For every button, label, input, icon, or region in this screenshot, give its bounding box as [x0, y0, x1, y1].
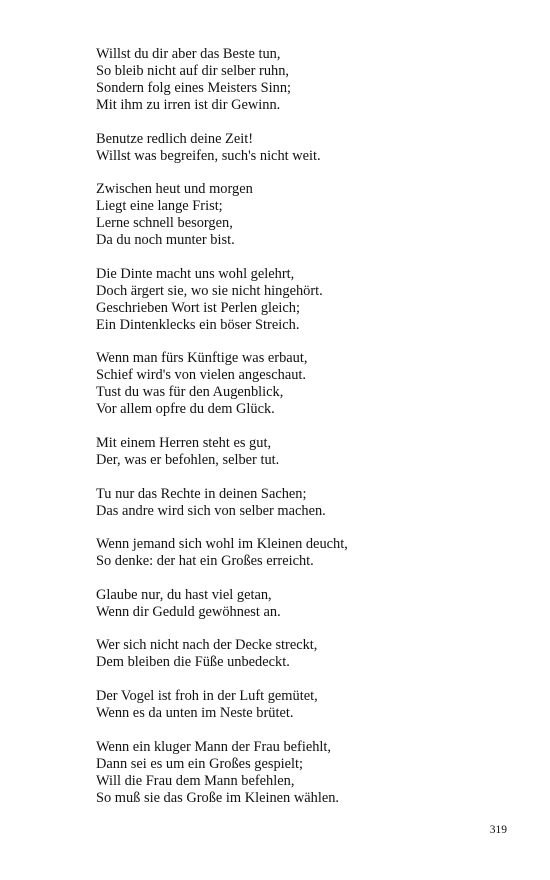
poem-line: Tust du was für den Augenblick,	[96, 384, 284, 401]
poem-line: Wenn ein kluger Mann der Frau befiehlt,	[96, 738, 332, 755]
poem-line: Mit ihm zu irren ist dir Gewinn.	[96, 97, 281, 113]
stanza	[96, 131, 516, 165]
poem-line: Das andre wird sich von selber machen.	[96, 502, 326, 519]
poem-line: Vor allem opfre du dem Glück.	[96, 401, 275, 418]
stanza	[96, 688, 516, 722]
poem-line: Zwischen heut und morgen	[96, 181, 253, 198]
stanza	[96, 435, 516, 469]
poem-line: Will die Frau dem Mann befehlen,	[96, 772, 295, 789]
poem-line: Tu nur das Rechte in deinen Sachen;	[96, 485, 307, 502]
poem-line: Der, was er befohlen, selber tut.	[96, 451, 280, 468]
poem-line: Der Vogel ist froh in der Luft gemütet,	[96, 687, 318, 704]
stanza	[96, 266, 516, 334]
stanza	[96, 46, 516, 114]
poem-line: Doch ärgert sie, wo sie nicht hingehört.	[96, 282, 323, 299]
poem-line: So denke: der hat ein Großes erreicht.	[96, 553, 314, 570]
poem-line: Wenn jemand sich wohl im Kleinen deucht,	[96, 536, 348, 553]
stanza	[96, 739, 516, 807]
poem-line: Wer sich nicht nach der Decke streckt,	[96, 637, 318, 654]
poem-line: So muß sie das Große im Kleinen wählen.	[96, 789, 339, 806]
poem-line: Dem bleiben die Füße unbedeckt.	[96, 654, 290, 671]
poem-line: Wenn dir Geduld gewöhnest an.	[96, 603, 281, 620]
poem-line: Die Dinte macht uns wohl gelehrt,	[96, 265, 295, 282]
poem-line: Da du noch munter bist.	[96, 232, 235, 249]
stanza	[96, 587, 516, 621]
poem-line: Ein Dintenklecks ein böser Streich.	[96, 316, 300, 333]
stanza	[96, 350, 516, 418]
poem-line: Mit einem Herren steht es gut,	[96, 434, 272, 451]
poem-line: Willst du dir aber das Beste tun,	[96, 46, 281, 62]
poem-line: Sondern folg eines Meisters Sinn;	[96, 80, 292, 96]
page-number: 319	[489, 824, 507, 836]
poem-line: Geschrieben Wort ist Perlen gleich;	[96, 299, 300, 316]
poem-line: Willst was begreifen, such's nicht weit.	[96, 147, 321, 164]
stanza	[96, 637, 516, 671]
stanza	[96, 486, 516, 520]
poem-line: Lerne schnell besorgen,	[96, 215, 233, 232]
poem-line: Liegt eine lange Frist;	[96, 198, 223, 215]
poem-text	[96, 46, 516, 823]
stanza	[96, 536, 516, 570]
poem-line: Benutze redlich deine Zeit!	[96, 130, 254, 147]
poem-line: Wenn man fürs Künftige was erbaut,	[96, 350, 308, 367]
poem-line: So bleib nicht auf dir selber ruhn,	[96, 63, 290, 79]
poem-line: Wenn es da unten im Neste brütet.	[96, 704, 294, 721]
poem-line: Schief wird's von vielen angeschaut.	[96, 367, 306, 384]
poem-line: Glaube nur, du hast viel getan,	[96, 586, 272, 603]
poem-line: Dann sei es um ein Großes gespielt;	[96, 755, 304, 772]
stanza	[96, 181, 516, 249]
